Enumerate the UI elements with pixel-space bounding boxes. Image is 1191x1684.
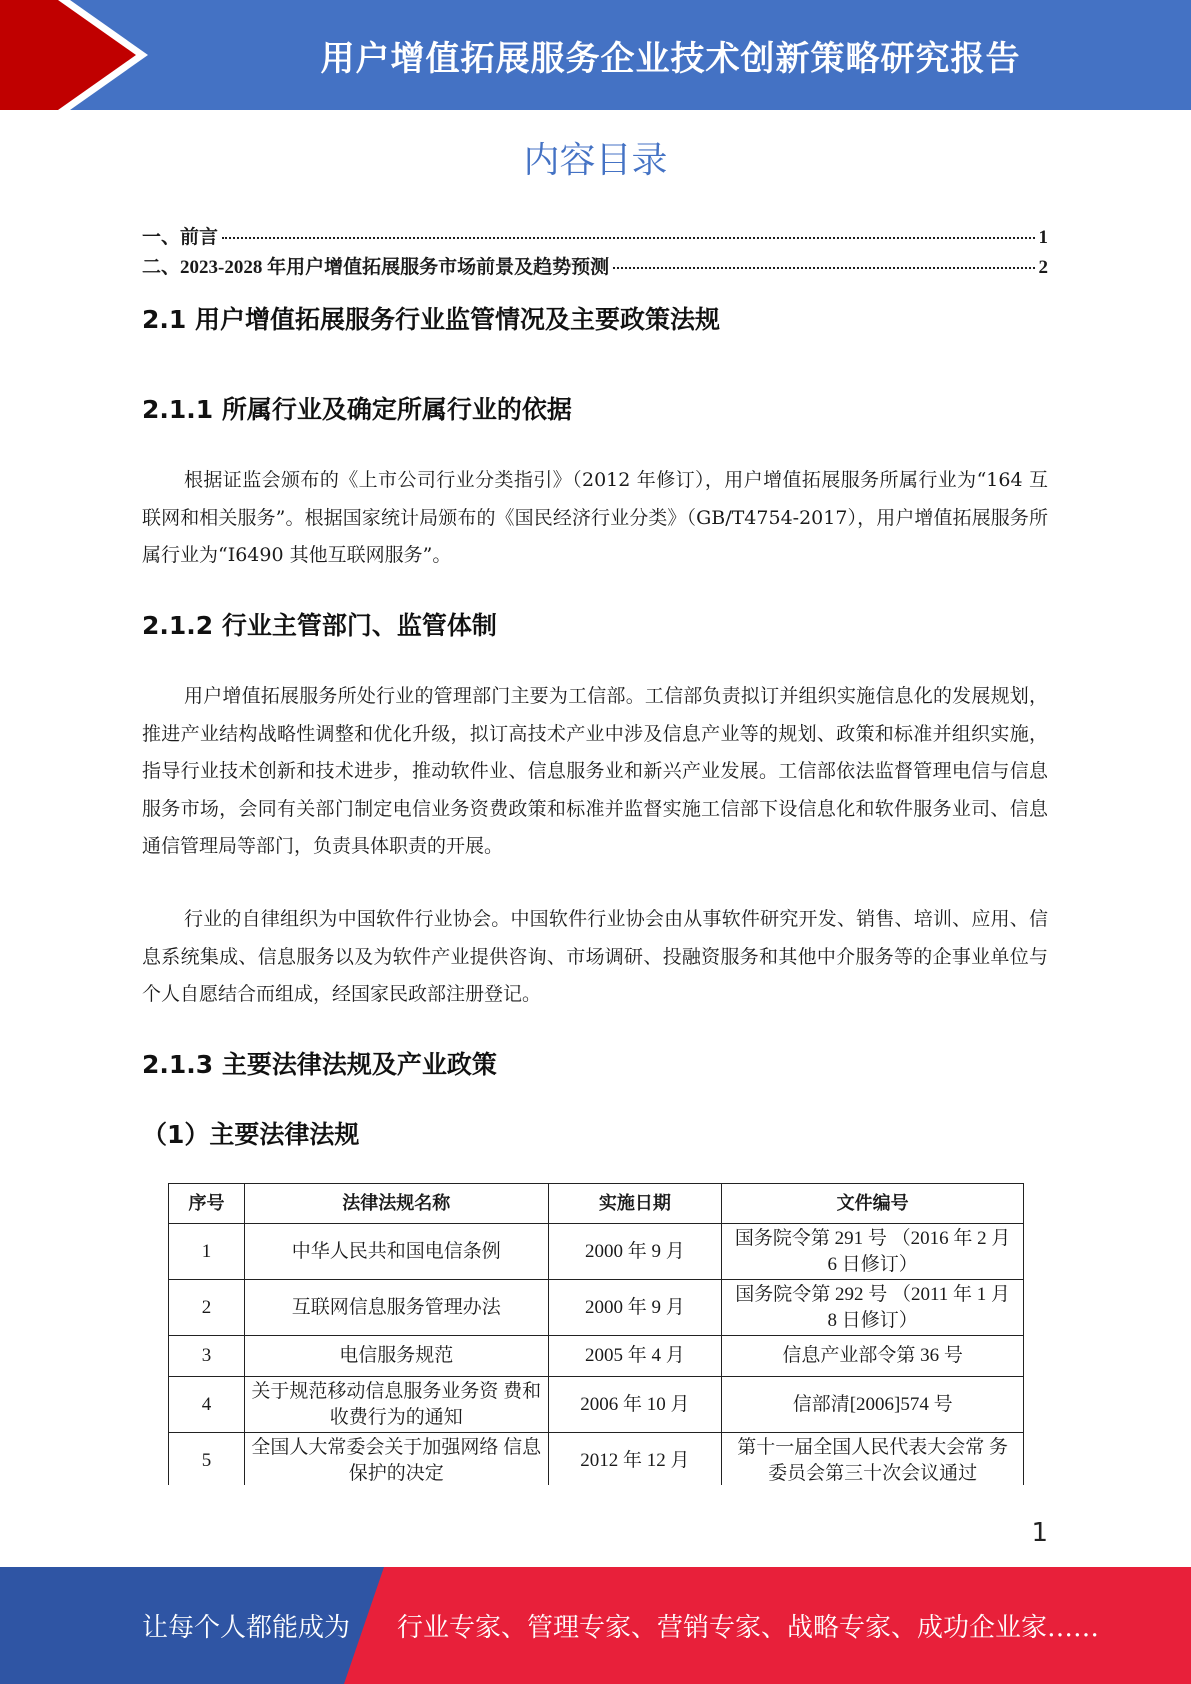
table-header-row	[169, 1184, 1024, 1224]
heading-2-1-2: 2.1.2 行业主管部门、监管体制	[142, 611, 497, 640]
chevron-arrow-icon	[0, 0, 160, 110]
cell-doc-no: 国务院令第 291 号 （2016 年 2 月 6 日修订）	[722, 1224, 1024, 1280]
cell-doc-no: 国务院令第 292 号 （2011 年 1 月 8 日修订）	[722, 1280, 1024, 1336]
cell-doc-no: 信息产业部令第 36 号	[722, 1336, 1024, 1377]
heading-2-1: 2.1 用户增值拓展服务行业监管情况及主要政策法规	[142, 305, 720, 334]
col-header-doc-no: 文件编号	[722, 1184, 1024, 1224]
table-row	[169, 1377, 1024, 1433]
cell-index: 5	[169, 1433, 245, 1486]
paragraph-regulator: 用户增值拓展服务所处行业的管理部门主要为工信部。工信部负责拟订并组织实施信息化的发展规划，推进产业结构战略性调整和优化升级，拟订高技术产业中涉及信息产业等的规划、政策和标准并组织实施，指导行业技术创新和技术进步，推动软件业、信息服务业和新兴产业发展。工信部依法监督管理电信与信息服务市场，会同有关部门制定电信业务资费政策和标准并监督实施工信部下设信息化和软件服务业司、信息通信管理局等部门，负责具体职责的开展。	[142, 685, 1048, 857]
col-header-index: 序号	[169, 1184, 245, 1224]
col-header-date: 实施日期	[548, 1184, 722, 1224]
paragraph-self-regulation: 行业的自律组织为中国软件行业协会。中国软件行业协会由从事软件研究开发、销售、培训、应用、信息系统集成、信息服务以及为软件产业提供咨询、市场调研、投融资服务和其他中介服务等的企事业单位与个人自愿结合而组成，经国家民政部注册登记。	[142, 908, 1048, 1005]
report-header	[0, 0, 1191, 110]
toc-entry-label: 二、2023-2028 年用户增值拓展服务市场前景及趋势预测	[142, 257, 610, 278]
cell-name: 全国人大常委会关于加强网络 信息保护的决定	[244, 1433, 548, 1486]
toc-title: 内容目录	[523, 140, 668, 181]
cell-name: 电信服务规范	[244, 1336, 548, 1377]
cell-date: 2000 年 9 月	[548, 1224, 722, 1280]
col-header-name: 法律法规名称	[244, 1184, 548, 1224]
table-row	[169, 1224, 1024, 1280]
cell-date: 2000 年 9 月	[548, 1280, 722, 1336]
report-footer	[0, 1567, 1191, 1684]
cell-index: 1	[169, 1224, 245, 1280]
cell-index: 3	[169, 1336, 245, 1377]
toc-entry-page: 1	[1038, 227, 1048, 248]
laws-table-container	[168, 1183, 1024, 1485]
footer-slogan-right: 行业专家、管理专家、营销专家、战略专家、成功企业家……	[397, 1613, 1100, 1643]
heading-2-1-3: 2.1.3 主要法律法规及产业政策	[142, 1050, 497, 1079]
cell-date: 2005 年 4 月	[548, 1336, 722, 1377]
table-row	[169, 1336, 1024, 1377]
paragraph-industry-basis: 根据证监会颁布的《上市公司行业分类指引》（2012 年修订），用户增值拓展服务所属行业为“164 互联网和相关服务”。根据国家统计局颁布的《国民经济行业分类》（GB/T4754-2017），用户增值拓展服务所属行业为“I6490 其他互联网服务”。	[142, 469, 1048, 566]
heading-main-laws: （1）主要法律法规	[142, 1120, 360, 1149]
cell-name: 关于规范移动信息服务业务资 费和收费行为的通知	[244, 1377, 548, 1433]
cell-date: 2006 年 10 月	[548, 1377, 722, 1433]
toc-entry-label: 一、前言	[142, 227, 219, 248]
laws-table	[168, 1183, 1024, 1485]
toc-entry-forecast[interactable]	[142, 252, 1048, 282]
toc-leader-dots	[613, 267, 1034, 269]
toc-entry-preface[interactable]	[142, 222, 1048, 252]
toc-entry-page: 2	[1038, 257, 1048, 278]
cell-index: 2	[169, 1280, 245, 1336]
footer-slogan-left: 让每个人都能成为	[142, 1613, 351, 1643]
cell-date: 2012 年 12 月	[548, 1433, 722, 1486]
cell-doc-no: 第十一届全国人民代表大会常 务委员会第三十次会议通过	[722, 1433, 1024, 1486]
toc-leader-dots	[222, 237, 1034, 239]
cell-name: 中华人民共和国电信条例	[244, 1224, 548, 1280]
table-of-contents	[142, 222, 1048, 282]
cell-doc-no: 信部清[2006]574 号	[722, 1377, 1024, 1433]
cell-name: 互联网信息服务管理办法	[244, 1280, 548, 1336]
table-row	[169, 1433, 1024, 1486]
page-number: 1	[1031, 1518, 1048, 1548]
heading-2-1-1: 2.1.1 所属行业及确定所属行业的依据	[142, 395, 572, 424]
cell-index: 4	[169, 1377, 245, 1433]
table-row	[169, 1280, 1024, 1336]
report-title: 用户增值拓展服务企业技术创新策略研究报告	[320, 38, 1021, 79]
